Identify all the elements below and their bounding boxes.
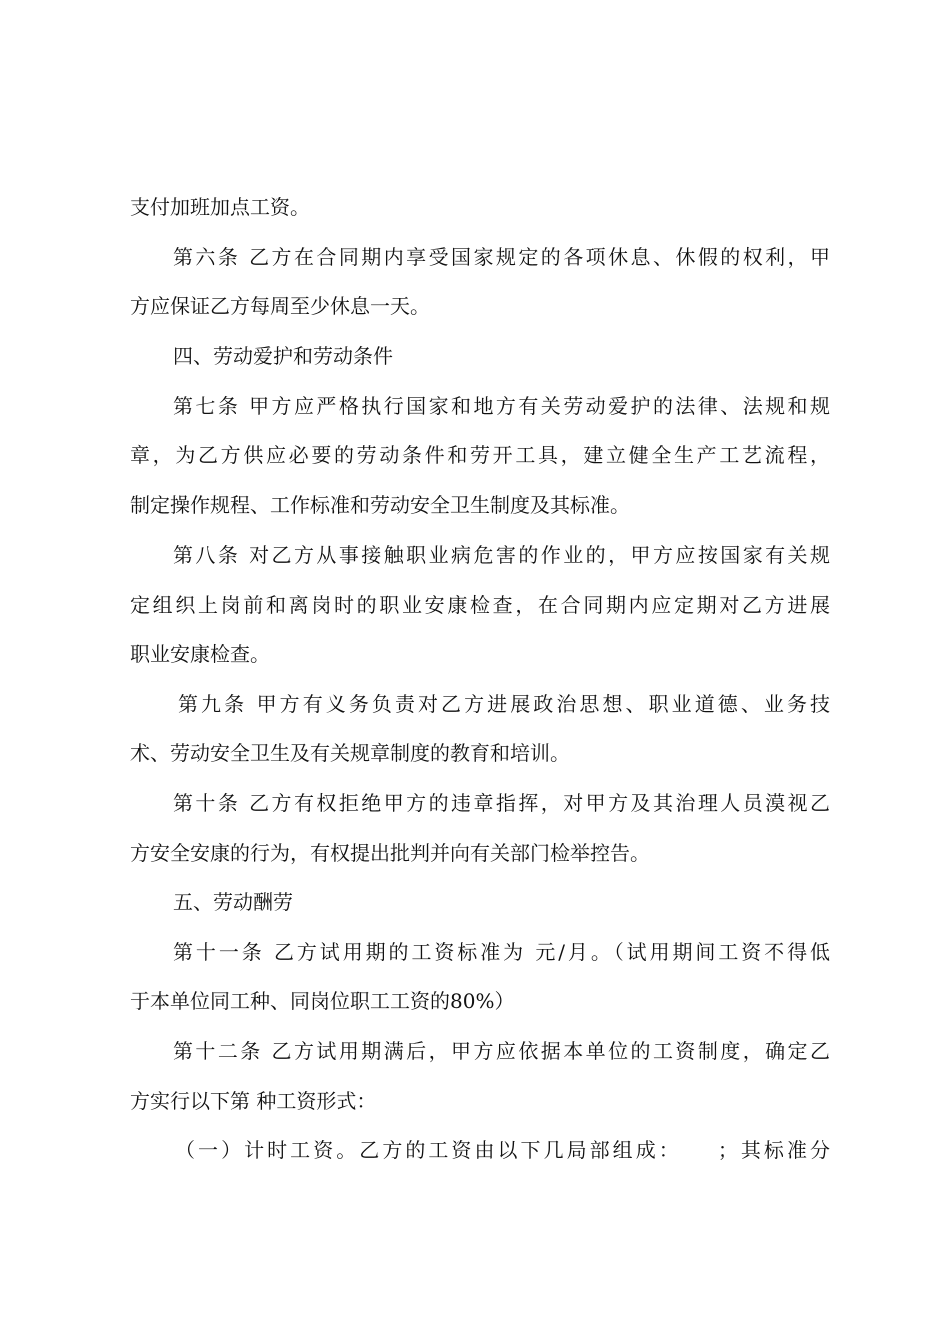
article-12-line-2: 方实行以下第 种工资形式： <box>130 1089 377 1113</box>
article-10-line-2: 方安全安康的行为，有权提出批判并向有关部门检举控告。 <box>130 841 650 865</box>
article-11-line-2: 于本单位同工种、同岗位职工工资的80%） <box>130 989 515 1013</box>
article-10-line-1: 第十条 乙方有权拒绝甲方的违章指挥，对甲方及其治理人员漠视乙 <box>173 791 830 815</box>
article-7-line-2: 章，为乙方供应必要的劳动条件和劳开工具，建立健全生产工艺流程， <box>130 443 830 467</box>
section-heading-5: 五、劳动酬劳 <box>173 890 293 914</box>
article-11-line-1: 第十一条 乙方试用期的工资标准为 元/月。（试用期间工资不得低 <box>173 940 830 964</box>
article-7-line-1: 第七条 甲方应严格执行国家和地方有关劳动爱护的法律、法规和规 <box>173 394 830 418</box>
article-12-line-1: 第十二条 乙方试用期满后，甲方应依据本单位的工资制度，确定乙 <box>173 1039 830 1063</box>
article-7-line-3: 制定操作规程、工作标准和劳动安全卫生制度及其标准。 <box>130 493 630 517</box>
text-line: 支付加班加点工资。 <box>130 195 310 219</box>
section-heading-4: 四、劳动爱护和劳动条件 <box>173 344 393 368</box>
article-9-line-2: 术、劳动安全卫生及有关规章制度的教育和培训。 <box>130 741 570 765</box>
article-8-line-3: 职业安康检查。 <box>130 642 270 666</box>
clause-1-line-1: （一）计时工资。乙方的工资由以下几局部组成： ；其标准分 <box>175 1138 830 1162</box>
article-6-line-2: 方应保证乙方每周至少休息一天。 <box>130 294 430 318</box>
article-9-line-1: 第九条 甲方有义务负责对乙方进展政治思想、职业道德、业务技 <box>178 692 830 716</box>
article-6-line-1: 第六条 乙方在合同期内享受国家规定的各项休息、休假的权利，甲 <box>173 245 830 269</box>
article-8-line-2: 定组织上岗前和离岗时的职业安康检查，在合同期内应定期对乙方进展 <box>130 593 830 617</box>
article-8-line-1: 第八条 对乙方从事接触职业病危害的作业的，甲方应按国家有关规 <box>173 543 830 567</box>
